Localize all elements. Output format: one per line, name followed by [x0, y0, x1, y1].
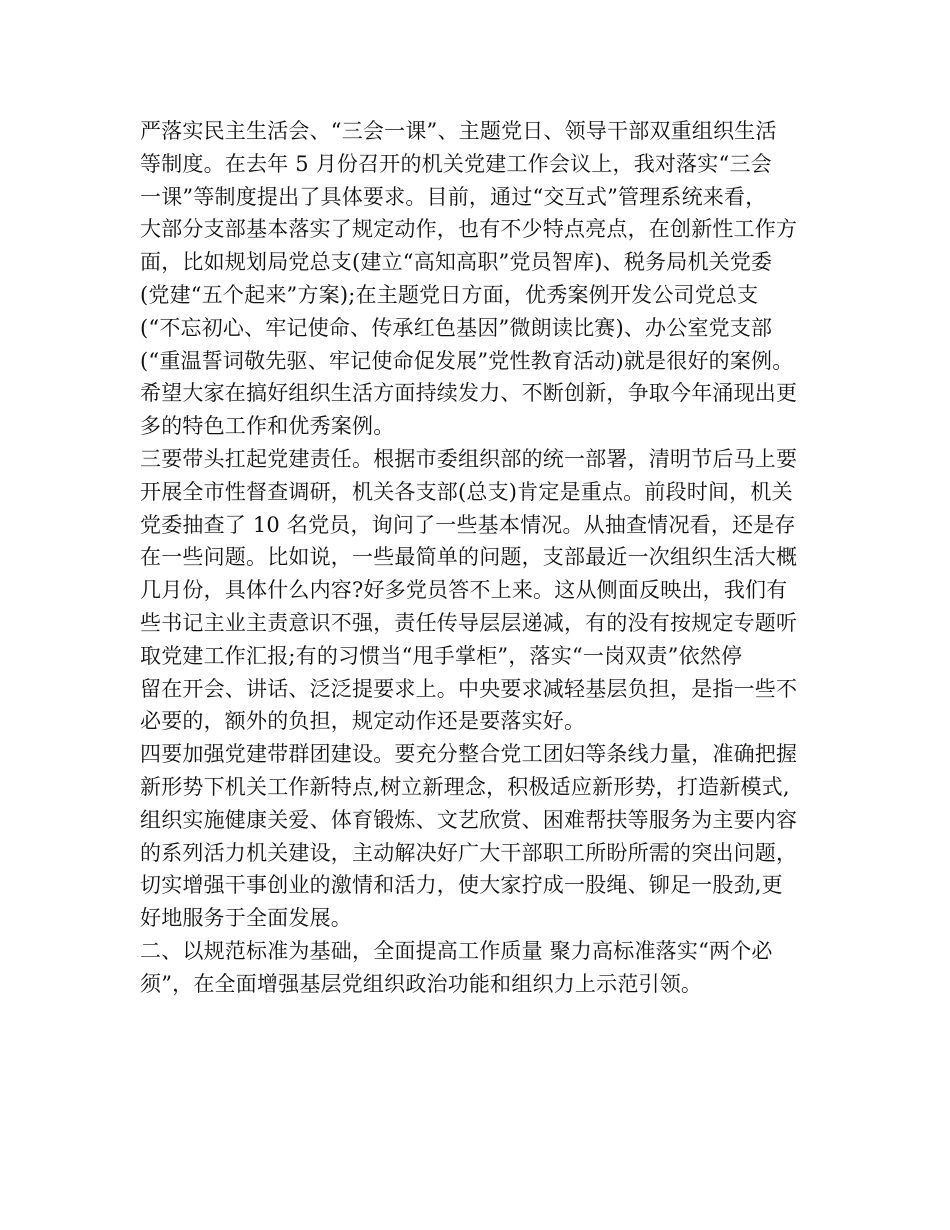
text-line: 希望大家在搞好组织生活方面持续发力、不断创新，争取今年涌现出更 [140, 381, 798, 406]
text-line: 严落实民主生活会、“三会一课”、主题党日、领导干部双重组织生活 [140, 119, 777, 143]
text-line: 几月份，具体什么内容?好多党员答不上来。这从侧面反映出，我们有 [140, 578, 788, 603]
text-line: 党委抽查了 10 名党员，询问了一些基本情况。从抽查情况看，还是存 [140, 512, 796, 537]
text-line: 在一些问题。比如说，一些最简单的问题，支部最近一次组织生活大概 [140, 545, 798, 570]
text-line: (“重温誓词敬先驱、牢记使命促发展”党性教育活动)就是很好的案例。 [140, 348, 794, 373]
text-line: 等制度。在去年 5 月份召开的机关党建工作会议上，我对落实“三会 [140, 151, 772, 176]
text-line: 些书记主业主责意识不强，责任传导层层递减，有的没有按规定专题听 [140, 610, 798, 635]
text-line: 留在开会、讲话、泛泛提要求上。中央要求减轻基层负担，是指一些不 [140, 676, 798, 701]
document-body [140, 115, 820, 1001]
text-line: 组织实施健康关爱、体育锻炼、文艺欣赏、困难帮扶等服务为主要内容 [140, 807, 798, 832]
text-line: 取党建工作汇报;有的习惯当“甩手掌柜”，落实“一岗双责”依然停 [140, 643, 743, 668]
text-line: 大部分支部基本落实了规定动作，也有不少特点亮点，在创新性工作方 [140, 217, 798, 242]
text-line: 新形势下机关工作新特点,树立新理念，积极适应新形势，打造新模式, [140, 774, 790, 799]
text-line: 开展全市性督查调研，机关各支部(总支)肯定是重点。前段时间，机关 [140, 479, 793, 504]
text-line: 切实增强干事创业的激情和活力，使大家拧成一股绳、铆足一股劲,更 [140, 873, 783, 898]
text-line: 面，比如规划局党总支(建立“高知高职”党员智库)、税务局机关党委 [140, 250, 773, 275]
text-line: (“不忘初心、牢记使命、传承红色基因”微朗读比赛)、办公室党支部 [140, 315, 773, 340]
text-line: 须”，在全面增强基层党组织政治功能和组织力上示范引领。 [140, 971, 703, 996]
text-line: (党建“五个起来”方案);在主题党日方面，优秀案例开发公司党总支 [140, 282, 759, 307]
text-line: 四要加强党建带群团建设。要充分整合党工团妇等条线力量，准确把握 [140, 742, 798, 767]
text-line: 好地服务于全面发展。 [140, 906, 352, 931]
text-line: 二、以规范标准为基础，全面提高工作质量 聚力高标准落实“两个必 [140, 938, 773, 963]
text-line: 必要的，额外的负担，规定动作还是要落实好。 [140, 709, 586, 734]
text-line: 的系列活力机关建设，主动解决好广大干部职工所盼所需的突出问题， [140, 840, 798, 865]
text-line: 一课”等制度提出了具体要求。目前，通过“交互式”管理系统来看， [140, 184, 767, 209]
text-line: 多的特色工作和优秀案例。 [140, 414, 395, 439]
text-line: 三要带头扛起党建责任。根据市委组织部的统一部署，清明节后马上要 [140, 446, 798, 471]
